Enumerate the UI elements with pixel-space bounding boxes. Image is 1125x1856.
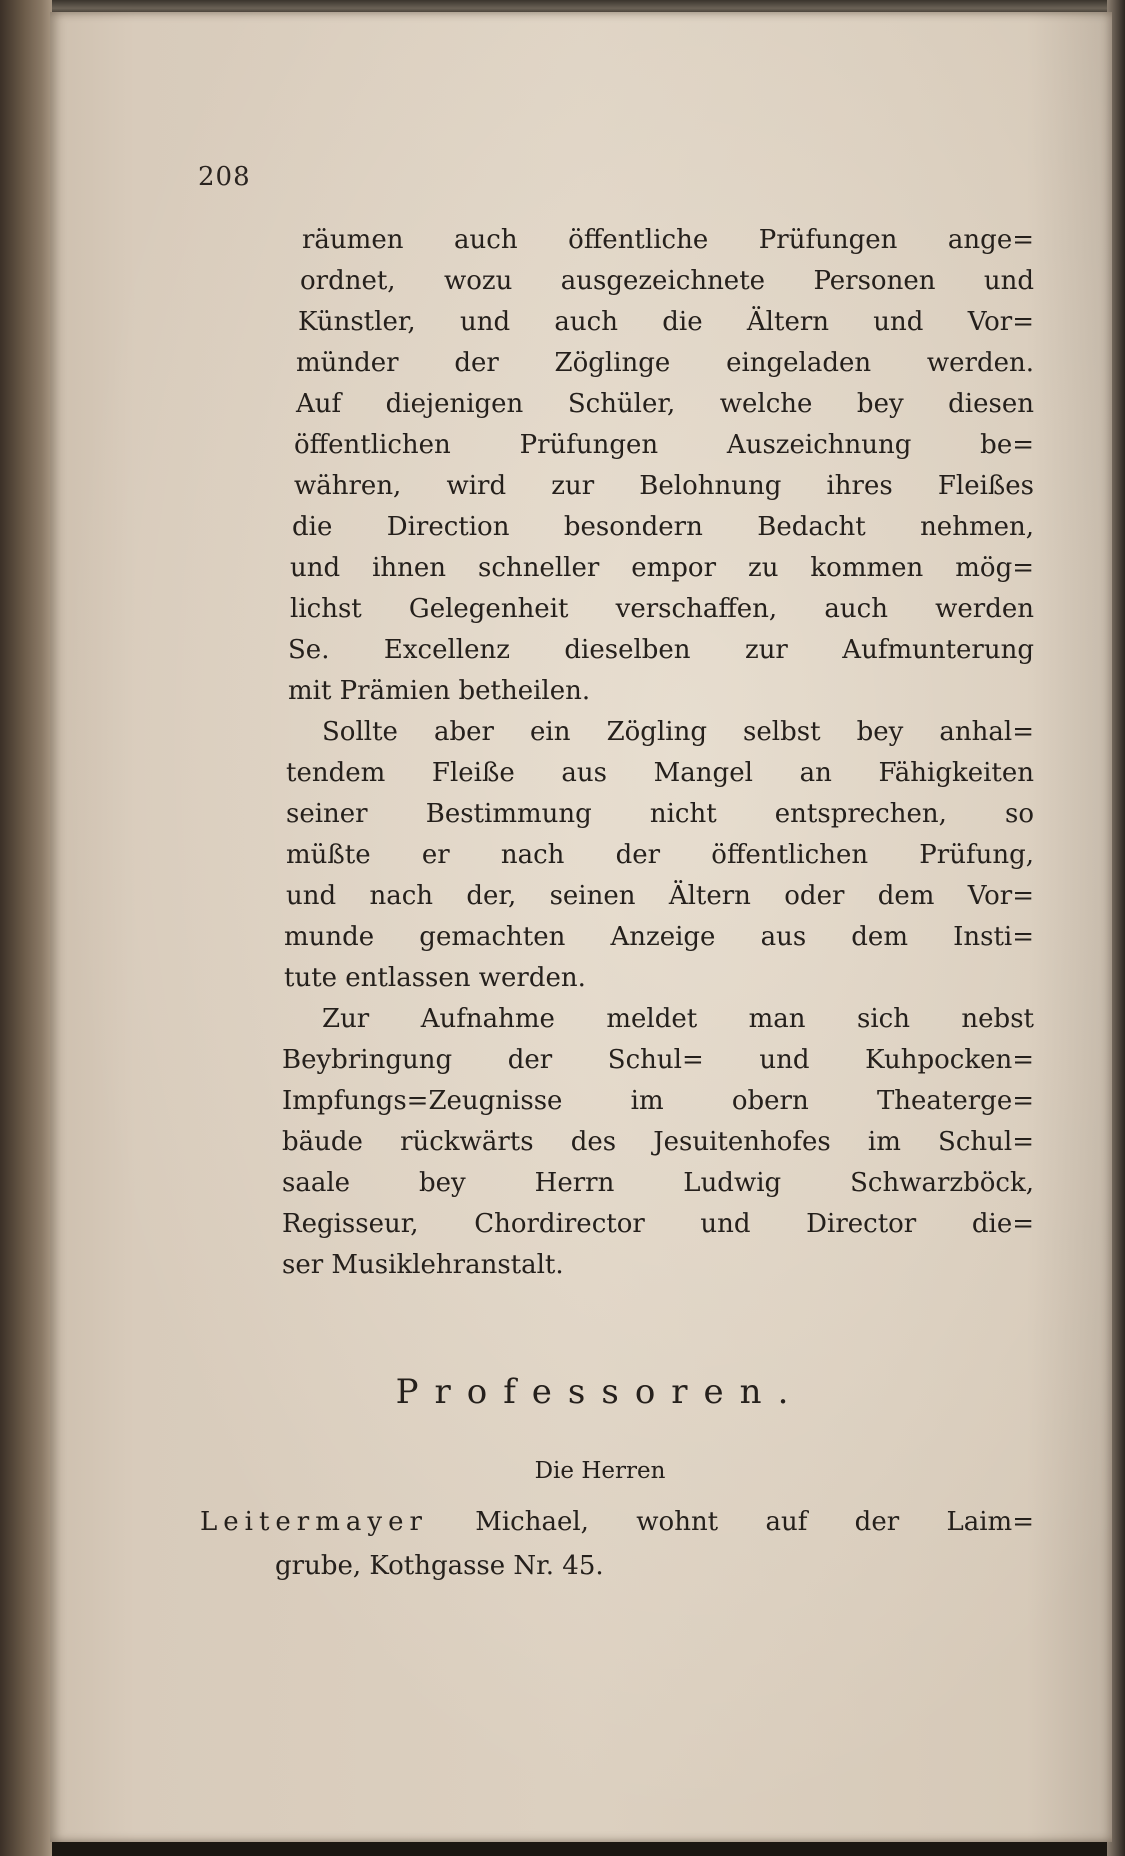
page-number: 208 — [198, 162, 251, 192]
text-line: seiner Bestimmung nicht entsprechen, so — [286, 799, 1034, 829]
text-line: lichst Gelegenheit verschaffen, auch werden — [290, 594, 1034, 624]
text-line: Zur Aufnahme meldet man sich nebst — [322, 1004, 1034, 1034]
section-heading: Professoren. — [395, 1372, 805, 1412]
text-line: saale bey Herrn Ludwig Schwarzböck, — [282, 1168, 1034, 1198]
text-line: Künstler, und auch die Ältern und Vor= — [298, 307, 1034, 337]
text-line: ordnet, wozu ausgezeichnete Personen und — [300, 266, 1034, 296]
text-line: mit Prämien betheilen. — [288, 676, 591, 706]
section-subheading: Die Herren — [534, 1458, 666, 1484]
book-page — [50, 12, 1112, 1842]
entry-line-2: grube, Kothgasse Nr. 45. — [275, 1551, 604, 1581]
text-line: bäude rückwärts des Jesuitenhofes im Schul= — [282, 1127, 1034, 1157]
entry-line-1 — [200, 1500, 1034, 1544]
text-line: Se. Excellenz dieselben zur Aufmunterung — [288, 635, 1034, 665]
text-line: Sollte aber ein Zögling selbst bey anhal= — [322, 717, 1034, 747]
text-line: münder der Zöglinge eingeladen werden. — [296, 348, 1034, 378]
professor-entry — [200, 1500, 1034, 1588]
text-line: währen, wird zur Belohnung ihres Fleißes — [294, 471, 1034, 501]
professor-surname: Leitermayer — [200, 1507, 428, 1537]
text-line: ser Musiklehranstalt. — [282, 1250, 564, 1280]
text-line: die Direction besondern Bedacht nehmen, — [292, 512, 1034, 542]
text-line: räumen auch öffentliche Prüfungen ange= — [302, 225, 1034, 255]
text-line: Auf diejenigen Schüler, welche bey diesen — [296, 389, 1034, 419]
book-spine-edge — [0, 0, 52, 1856]
text-line: Impfungs=Zeugnisse im obern Theaterge= — [282, 1086, 1034, 1116]
text-line: öffentlichen Prüfungen Auszeichnung be= — [294, 430, 1034, 460]
text-line: müßte er nach der öffentlichen Prüfung, — [286, 840, 1034, 870]
text-line: tute entlassen werden. — [284, 963, 586, 993]
text-line: und ihnen schneller empor zu kommen mög= — [290, 553, 1034, 583]
text-line: und nach der, seinen Ältern oder dem Vor= — [286, 881, 1034, 911]
text-line: munde gemachten Anzeige aus dem Insti= — [284, 922, 1034, 952]
text-line: Regisseur, Chordirector und Director die= — [282, 1209, 1034, 1239]
text-line: tendem Fleiße aus Mangel an Fähigkeiten — [286, 758, 1034, 788]
entry-line-1-rest: Michael, wohnt auf der Laim= — [475, 1507, 1035, 1537]
text-line: Beybringung der Schul= und Kuhpocken= — [282, 1045, 1034, 1075]
body-text — [282, 220, 1034, 1286]
